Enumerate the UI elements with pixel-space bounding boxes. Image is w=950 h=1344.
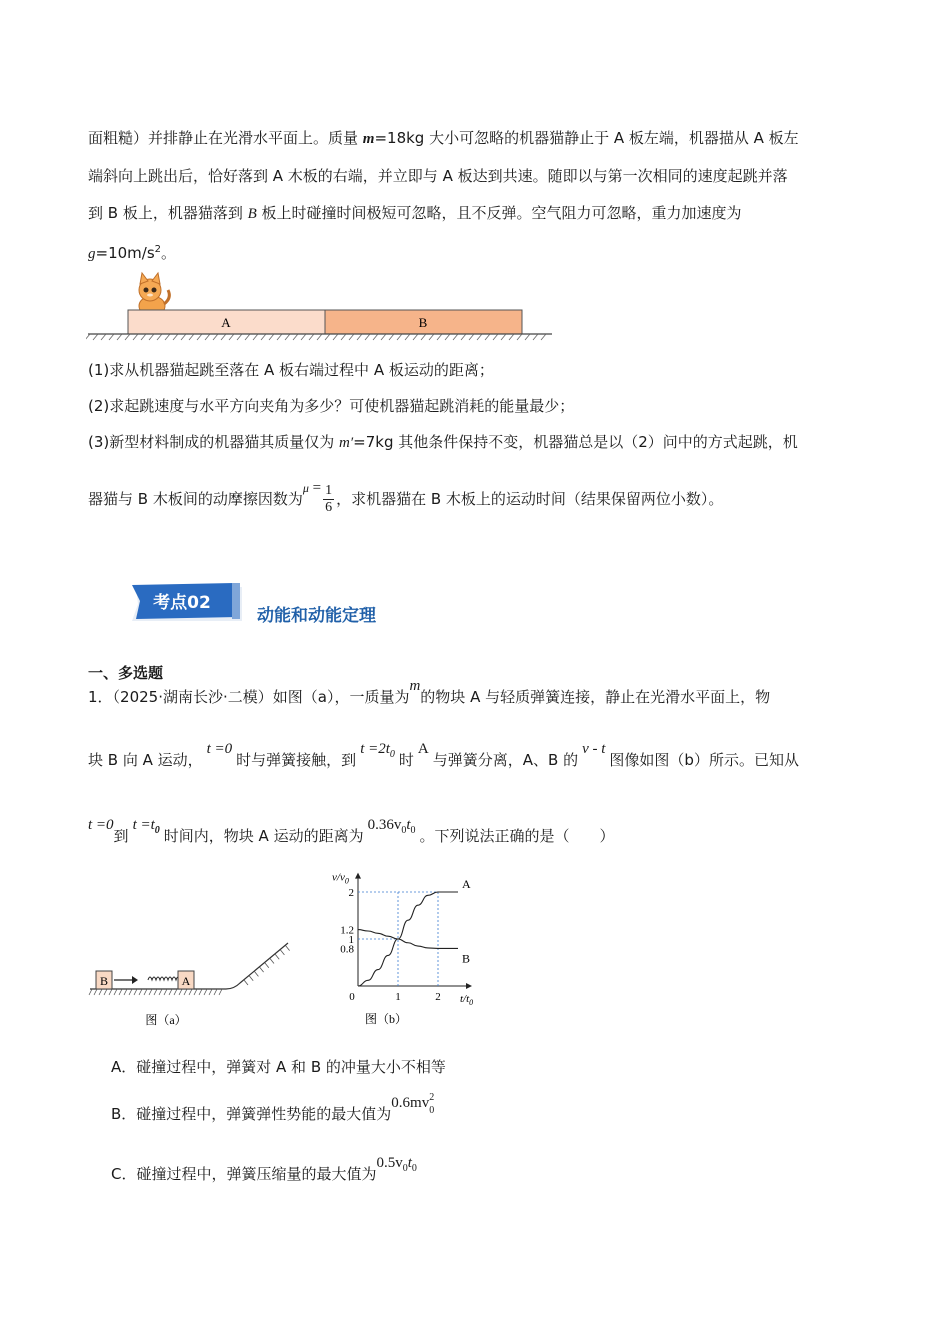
text-run: 器猫与 B 木板间的动摩擦因数为	[88, 490, 303, 508]
boards-figure	[86, 268, 556, 344]
question-1: (1)求从机器猫起跳至落在 A 板右端过程中 A 板运动的距离；	[88, 361, 494, 379]
text-run: 到	[113, 827, 129, 845]
fraction-one-sixth	[323, 483, 334, 516]
math-a: A	[417, 741, 429, 757]
text-run: =7kg 其他条件保持不变，机器猫总是以（2）问中的方式起跳，机	[353, 433, 798, 451]
intro-line-2: 端斜向上跳出后，恰好落到 A 木板的右端，并立即与 A 板达到共速。随即以与第一次相同的速度起跳并落	[88, 167, 788, 185]
math-g: g	[88, 246, 96, 262]
option-c[interactable]	[111, 1155, 417, 1191]
text-run: 的物块 A 与轻质弹簧连接，静止在光滑水平面上，物	[420, 688, 771, 706]
text-run: 时与弹簧接触，到	[236, 751, 357, 769]
figure-b-chart	[328, 866, 504, 1036]
board-b-label: B	[418, 315, 428, 330]
text-run: 块 B 向 A 运动，	[88, 751, 203, 769]
block-b-label: B	[99, 974, 109, 988]
math-t-zero: t =0	[206, 741, 233, 757]
text-run: t	[407, 1155, 412, 1171]
text-run: 0.5v	[376, 1155, 403, 1171]
x-tick-label: 2	[435, 991, 441, 1003]
text-run: ，求机器猫在 B 木板上的运动时间（结果保留两位小数）。	[336, 490, 724, 508]
subscript: 0	[429, 1105, 435, 1116]
mc-question-line-3	[88, 817, 615, 853]
text-run: 时	[398, 751, 414, 769]
equals: =	[308, 480, 322, 496]
option-b-value	[391, 1093, 434, 1115]
figure-b-caption: 图（b）	[364, 1012, 408, 1026]
series-label-a: A	[462, 877, 471, 891]
option-a[interactable]: A．碰撞过程中，弹簧对 A 和 B 的冲量大小不相等	[111, 1058, 446, 1076]
question-3-line-1	[88, 432, 798, 453]
intro-line-3	[88, 203, 742, 224]
spring	[148, 977, 180, 980]
text-run: (3)新型材料制成的机器猫其质量仅为	[88, 433, 340, 451]
y-tick-label: 1.2	[340, 924, 354, 937]
superscript: 2	[154, 244, 162, 255]
math-m: m	[409, 678, 421, 694]
series-line-a	[358, 892, 458, 986]
text-run: 1．（2025·湖南长沙·二模）如图（a），一质量为	[88, 688, 410, 706]
subscript: 0	[402, 1163, 408, 1174]
series-line-b	[358, 930, 458, 949]
subscript: 0	[389, 749, 395, 760]
intro-line-1	[88, 128, 799, 149]
subscript: 0	[401, 825, 407, 836]
text-run: =18kg 大小可忽略的机器猫静止于 A 板左端，机器描从 A 板左	[374, 129, 799, 147]
text-run: 。下列说法正确的是（ ）	[419, 827, 615, 845]
text-run: 图像如图（b）所示。已知从	[609, 751, 799, 769]
subscript: 0	[154, 825, 160, 836]
numerator: 1	[325, 483, 333, 498]
text-run: 0.6mv	[391, 1095, 430, 1111]
math-b: B	[247, 206, 257, 222]
section-title: 动能和动能定理	[257, 606, 376, 626]
text-run: =10m/s	[95, 244, 155, 262]
y-tick-label: 0.8	[340, 943, 354, 956]
text-run: t	[406, 817, 411, 833]
math-mu: μ	[302, 481, 309, 495]
section-badge	[130, 581, 245, 625]
math-v-t: v - t	[582, 741, 606, 757]
intro-line-4	[88, 240, 176, 264]
block-a-label: A	[181, 974, 191, 988]
question-3-line-2	[88, 481, 723, 518]
option-c-value	[376, 1155, 417, 1174]
x-axis-label: $t/t_0$	[460, 993, 474, 1007]
figure-a	[88, 935, 298, 1035]
subscript: 0	[410, 825, 416, 836]
x-axis-arrow	[466, 983, 472, 989]
mc-question-line-1	[88, 678, 771, 708]
section-badge-label: 考点02	[153, 593, 211, 613]
option-b-text: B．碰撞过程中，弹簧弹性势能的最大值为	[111, 1105, 392, 1123]
superscript: 2	[429, 1092, 435, 1103]
text-run: t =2t	[360, 741, 390, 757]
origin-label: 0	[349, 991, 355, 1003]
math-distance	[367, 817, 416, 836]
option-c-text: C．碰撞过程中，弹簧压缩量的最大值为	[111, 1165, 377, 1183]
question-2: (2)求起跳速度与水平方向夹角为多少？可使机器猫起跳消耗的能量最少；	[88, 397, 575, 415]
text-run: t =t	[132, 817, 155, 833]
option-b[interactable]	[111, 1092, 435, 1127]
math-m-prime: m′	[339, 435, 354, 451]
text-run: 到 B 板上，机器猫落到	[88, 204, 248, 222]
mc-question-line-2	[88, 741, 799, 777]
figure-a-caption: 图（a）	[145, 1013, 187, 1027]
multi-choice-heading: 一、多选题	[88, 664, 164, 682]
text-run: 板上时碰撞时间极短可忽略，且不反弹。空气阻力可忽略，重力加速度为	[256, 204, 742, 222]
math-t-zero: t =0	[88, 817, 114, 833]
subscript: 0	[411, 1163, 417, 1174]
math-m: m	[362, 131, 375, 147]
text-run: 面粗糙）并排静止在光滑水平面上。质量	[88, 129, 363, 147]
y-axis-arrow	[355, 873, 361, 879]
series-label-b: B	[462, 951, 471, 966]
text-run: 与弹簧分离，A、B 的	[432, 751, 579, 769]
text-run: 0.36v	[367, 817, 402, 833]
text-run: 。	[161, 244, 177, 262]
y-axis-label: $v/v_0$	[332, 871, 349, 886]
y-tick-label: 1	[348, 934, 354, 946]
math-t-t0	[132, 817, 160, 836]
x-tick-label: 1	[395, 991, 401, 1003]
text-run: 时间内，物块 A 运动的距离为	[163, 827, 364, 845]
board-a-label: A	[221, 315, 231, 330]
math-t-2t0	[360, 741, 395, 760]
y-tick-label: 2	[348, 887, 354, 899]
ground-hatching	[86, 334, 546, 340]
denominator: 6	[325, 500, 333, 515]
